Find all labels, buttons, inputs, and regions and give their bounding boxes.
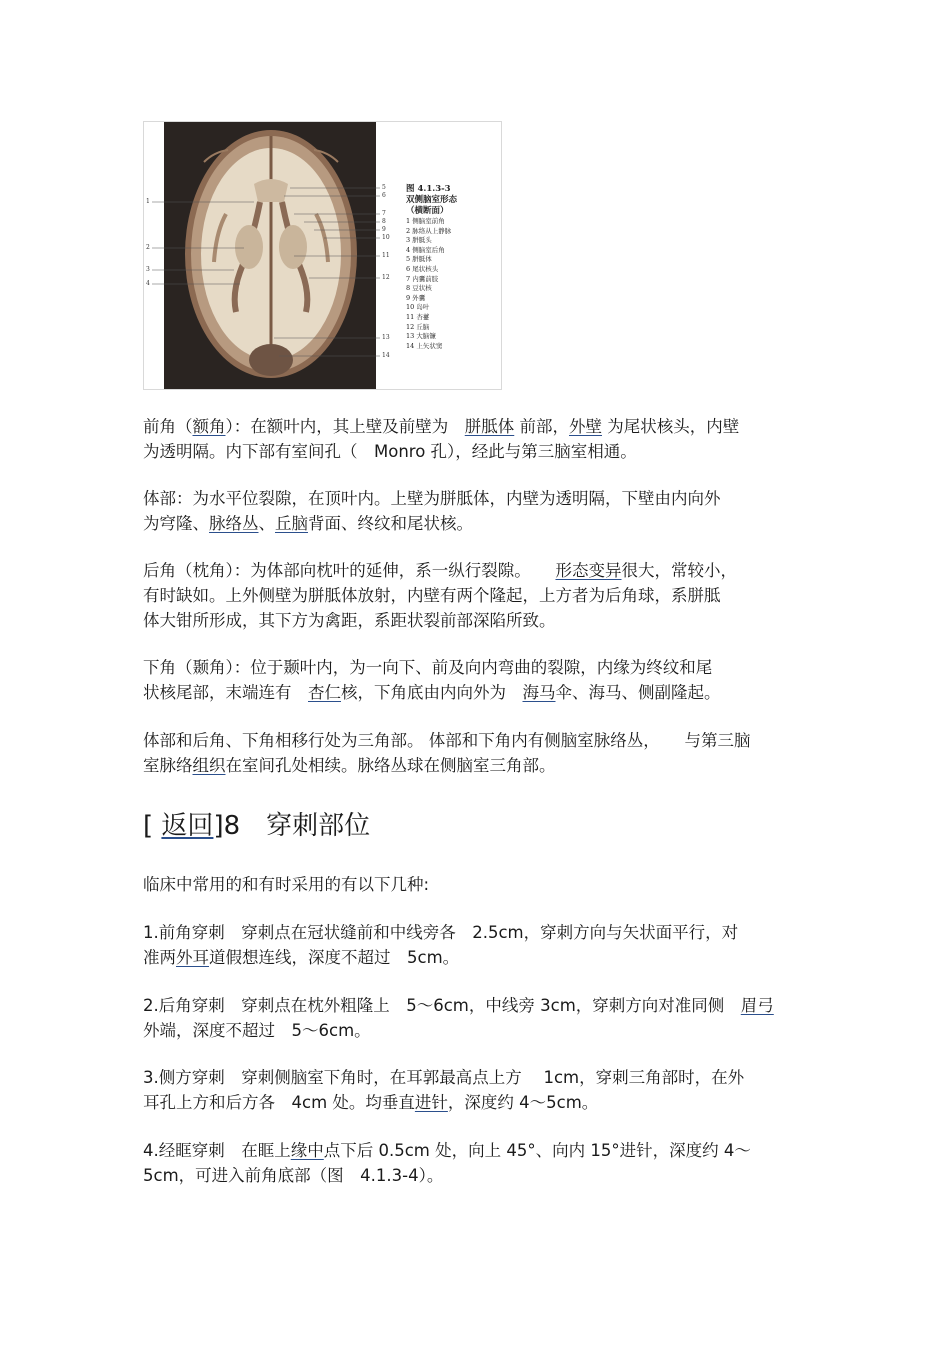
list-item-lateral-puncture — [143, 1065, 808, 1115]
link-frontal-horn[interactable]: 额角 — [192, 417, 226, 436]
text-run: ，深度约 4～5cm。 — [447, 1093, 599, 1112]
heading-bracket: [ — [143, 811, 162, 841]
figure-label: 14 — [382, 352, 390, 359]
paragraph-trigone — [143, 728, 808, 778]
text-run: 2.后角穿刺 穿刺点在枕外粗隆上 5～6cm，中线旁 3cm，穿刺方向对准同侧 — [143, 996, 741, 1015]
list-item-posterior-puncture — [143, 993, 808, 1043]
text-run: 室脉络 — [143, 756, 193, 775]
legend-item: 10 岛叶 — [406, 303, 430, 312]
section-heading — [143, 808, 370, 844]
text-line — [143, 753, 808, 778]
text-run: 道假想连线，深度不超过 5cm。 — [209, 948, 460, 967]
link-brow-arch[interactable]: 眉弓 — [740, 996, 774, 1015]
text-line: 体部：为水平位裂隙，在顶叶内。上壁为胼胝体，内壁为透明隔，下壁由内向外 — [143, 489, 721, 508]
legend-item: 4 侧脑室后角 — [406, 245, 445, 254]
figure-label: 9 — [382, 226, 386, 233]
link-tissue[interactable]: 组织 — [192, 756, 226, 775]
figure-caption-title: （横断面） — [406, 206, 449, 216]
paragraph-inferior-horn — [143, 655, 808, 705]
text-run: 为尾状核头，内壁 — [602, 417, 740, 436]
legend-item: 6 尾状核头 — [406, 264, 439, 273]
heading-title: ]8 穿刺部位 — [213, 811, 371, 841]
text-line: 3.侧方穿刺 穿刺侧脑室下角时，在耳郭最高点上方 1cm，穿刺三角部时，在外 — [143, 1068, 745, 1087]
list-item-orbital-puncture — [143, 1138, 808, 1188]
paragraph-anterior-horn — [143, 414, 808, 464]
paragraph-body — [143, 486, 808, 536]
text-line: 体部和后角、下角相移行处为三角部。 体部和下角内有侧脑室脉络丛， 与第三脑 — [143, 731, 751, 750]
legend-item: 3 胼胝头 — [406, 236, 432, 245]
text-line — [143, 945, 808, 970]
text-run: 准两 — [143, 948, 176, 967]
text-line — [143, 993, 808, 1018]
figure-caption-title: 图 4.1.3-3 — [406, 184, 451, 194]
figure-label: 10 — [382, 234, 390, 241]
link-amygdala[interactable]: 杏仁 — [308, 683, 341, 702]
figure-label: 13 — [382, 334, 390, 341]
legend-item: 12 丘脑 — [406, 322, 430, 331]
legend-item: 11 杏薹 — [406, 312, 430, 321]
text-line: 1.前角穿刺 穿刺点在冠状缝前和中线旁各 2.5cm，穿刺方向与矢状面平行，对 — [143, 923, 739, 942]
section-intro — [143, 872, 808, 897]
text-run: 后角（枕角）：为体部向枕叶的延伸，系一纵行裂隙。 — [143, 561, 556, 580]
text-line: 5cm，可进入前角底部（图 4.1.3-4）。 — [143, 1166, 444, 1185]
legend-item: 7 内囊前肢 — [406, 274, 439, 283]
figure-label: 3 — [146, 266, 150, 273]
figure-caption-title: 双侧脑室形态 — [406, 195, 458, 205]
text-line — [143, 511, 808, 536]
link-external-ear[interactable]: 外耳 — [176, 948, 209, 967]
text-run: 状核尾部，末端连有 — [143, 683, 308, 702]
list-item-anterior-puncture — [143, 920, 808, 970]
figure-label: 5 — [382, 184, 386, 191]
paragraph-posterior-horn — [143, 558, 808, 633]
figure-label: 6 — [382, 192, 386, 199]
text-line — [143, 414, 808, 439]
text-run: 背面、终纹和尾状核。 — [308, 514, 473, 533]
text-run: 很大，常较小， — [621, 561, 737, 580]
figure-label: 11 — [382, 252, 390, 259]
link-lateral-wall[interactable]: 外壁 — [569, 417, 602, 436]
figure-label: 7 — [382, 210, 386, 217]
link-morphological-variation[interactable]: 形态变异 — [555, 561, 622, 580]
text-line: 体大钳所形成，其下方为禽距，系距状裂前部深陷所致。 — [143, 611, 556, 630]
figure-legend — [406, 184, 502, 351]
link-needle-insertion[interactable]: 进针 — [414, 1093, 448, 1112]
link-orbital-margin[interactable]: 缘中 — [290, 1141, 324, 1160]
link-thalamus[interactable]: 丘脑 — [275, 514, 308, 533]
text-run: 为穹隆、 — [143, 514, 209, 533]
legend-item: 14 上矢状窦 — [406, 341, 443, 350]
link-corpus-callosum[interactable]: 胼胝体 — [464, 417, 515, 436]
figure-label: 4 — [146, 280, 150, 287]
brain-cross-section-figure — [143, 121, 502, 390]
back-link[interactable]: 返回 — [161, 811, 214, 841]
text-line — [143, 680, 808, 705]
figure-label: 8 — [382, 218, 386, 225]
text-line: 临床中常用的和有时采用的有以下几种: — [143, 875, 430, 894]
link-choroid-plexus[interactable]: 脉络丛 — [209, 514, 259, 533]
legend-item: 9 外囊 — [406, 293, 426, 302]
text-run: 伞、海马、侧副隆起。 — [555, 683, 721, 702]
text-line — [143, 558, 808, 583]
link-hippocampus[interactable]: 海马 — [522, 683, 556, 702]
figure-label: 1 — [146, 198, 150, 205]
text-run: 4.经眶穿刺 在眶上 — [143, 1141, 291, 1160]
text-run: 、 — [258, 514, 275, 533]
text-line: 有时缺如。上外侧壁为胼胝体放射，内壁有两个隆起，上方者为后角球，系胼胝 — [143, 586, 721, 605]
figure-label: 2 — [146, 244, 150, 251]
legend-item: 8 豆状核 — [406, 284, 432, 293]
text-run: 在室间孔处相续。脉络丛球在侧脑室三角部。 — [225, 756, 556, 775]
legend-item: 13 大脑镰 — [406, 332, 436, 341]
text-line: 外端，深度不超过 5～6cm。 — [143, 1021, 371, 1040]
text-run: 耳孔上方和后方各 4cm 处。均垂直 — [143, 1093, 415, 1112]
text-run: 点下后 0.5cm 处，向上 45°、向内 15°进针，深度约 4～ — [323, 1141, 751, 1160]
text-line — [143, 1138, 808, 1163]
text-line: 下角（颞角）：位于颞叶内，为一向下、前及向内弯曲的裂隙，内缘为终纹和尾 — [143, 658, 713, 677]
text-line — [143, 1090, 808, 1115]
text-run: ）：在额叶内，其上壁及前壁为 — [225, 417, 465, 436]
text-run: 核，下角底由内向外为 — [341, 683, 523, 702]
legend-item: 2 脉络从上静脉 — [406, 226, 452, 235]
text-run: 前角（ — [143, 417, 193, 436]
text-line: 为透明隔。内下部有室间孔（ Monro 孔），经此与第三脑室相通。 — [143, 442, 637, 461]
legend-item: 1 侧脑室前角 — [406, 217, 445, 225]
text-run: 前部， — [514, 417, 569, 436]
legend-item: 5 胼胝体 — [406, 255, 432, 264]
figure-label: 12 — [382, 274, 390, 281]
